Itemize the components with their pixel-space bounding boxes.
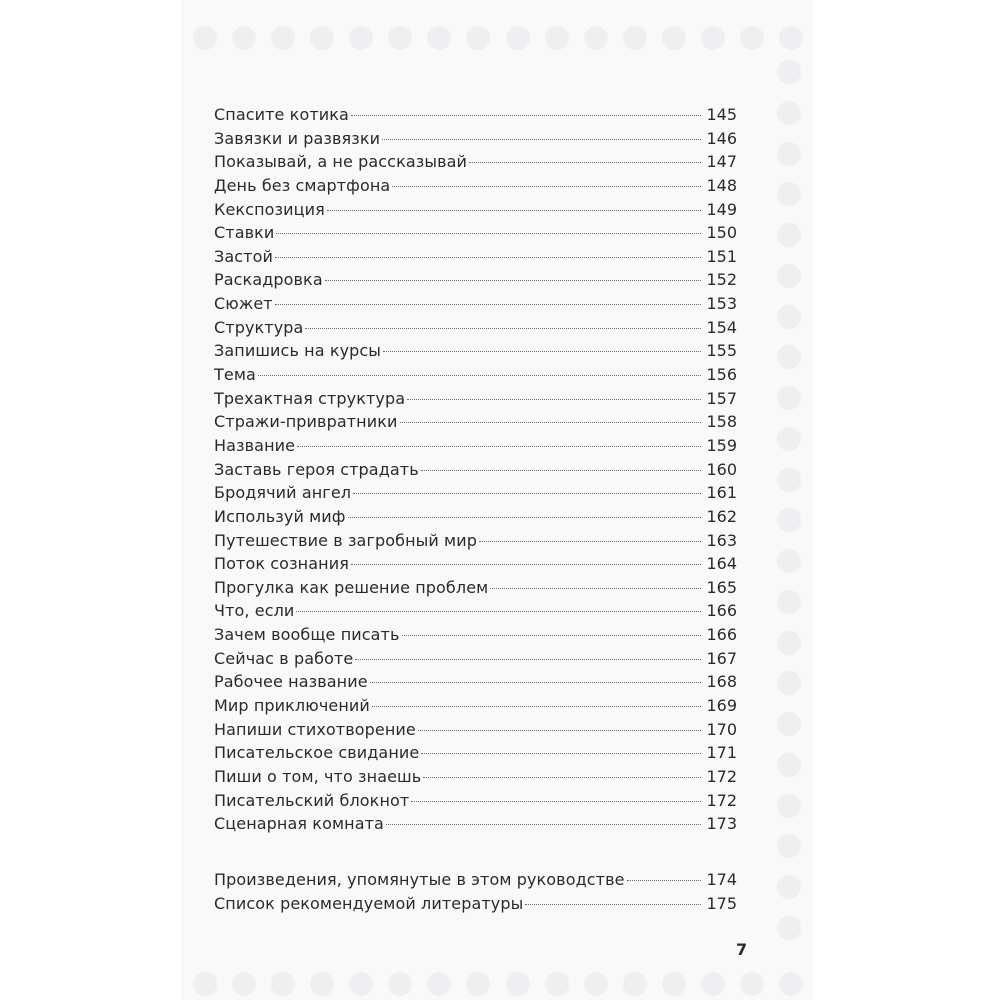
ornament-dot [740,26,764,50]
side-ornament-border [777,60,805,940]
toc-dot-leader [469,162,701,163]
toc-entry [214,741,737,765]
toc-entry [214,150,737,174]
ornament-dot [777,345,801,369]
toc-dot-leader [382,139,701,140]
toc-entry [214,868,737,892]
toc-dot-leader [351,564,701,565]
ornament-dot [777,753,801,777]
toc-dot-leader [351,115,701,116]
toc-entry-page: 166 [706,601,737,621]
toc-entry-page: 171 [706,743,737,763]
ornament-dot [777,508,801,532]
toc-entry-title: Застой [214,246,273,266]
toc-entry-title: Трехактная структура [214,388,406,408]
toc-dot-leader [370,682,701,683]
top-ornament-border [193,26,803,54]
toc-entry [214,718,737,742]
toc-entry [214,892,737,916]
toc-entry [214,316,737,340]
toc-dot-leader [348,517,701,518]
toc-entry [214,789,737,813]
ornament-dot [777,671,801,695]
ornament-dot [777,264,801,288]
ornament-dot [777,590,801,614]
ornament-dot [310,26,334,50]
toc-entry-page: 155 [706,341,737,361]
ornament-dot [388,972,412,996]
toc-dot-leader [386,824,701,825]
toc-entry-title: Ставки [214,223,275,243]
toc-entry-title: Кекспозиция [214,199,325,219]
toc-entry [214,623,737,647]
toc-entry-title: Мир приключений [214,696,370,716]
toc-dot-leader [392,186,701,187]
toc-entry-page: 149 [706,199,737,219]
toc-entry [214,245,737,269]
toc-entry-title: Путешествие в загробный мир [214,530,477,550]
toc-entry-page: 161 [706,483,737,503]
toc-entry-title: Запишись на курсы [214,341,382,361]
toc-entry-page: 151 [706,246,737,266]
toc-dot-leader [411,801,701,802]
ornament-dot [584,972,608,996]
ornament-dot [466,972,490,996]
ornament-dot [271,26,295,50]
ornament-dot [232,972,256,996]
toc-entry-page: 153 [706,294,737,314]
toc-main-list [214,103,737,836]
ornament-dot [777,427,801,451]
toc-entry-page: 169 [706,696,737,716]
toc-entry-title: Используй миф [214,506,346,526]
toc-dot-leader [423,777,701,778]
toc-dot-leader [407,399,701,400]
toc-entry-page: 160 [706,459,737,479]
toc-entry-title: Название [214,435,296,455]
ornament-dot [427,972,451,996]
toc-entry [214,127,737,151]
toc-dot-leader [258,375,701,376]
toc-entry-title: Поток сознания [214,554,349,574]
ornament-dot [777,182,801,206]
ornament-dot [777,223,801,247]
toc-entry [214,670,737,694]
book-page [183,0,813,1000]
toc-dot-leader [325,280,701,281]
toc-dot-leader [402,635,701,636]
ornament-dot [545,26,569,50]
toc-entry-title: Сценарная комната [214,814,384,834]
toc-entry-page: 175 [706,893,737,913]
toc-entry-title: Заставь героя страдать [214,459,419,479]
ornament-dot [388,26,412,50]
toc-entry [214,198,737,222]
toc-entry-page: 159 [706,435,737,455]
toc-entry-title: Список рекомендуемой литературы [214,893,524,913]
toc-dot-leader [400,422,702,423]
toc-entry [214,268,737,292]
toc-dot-leader [383,351,701,352]
toc-entry-page: 148 [706,175,737,195]
toc-entry-title: Писательский блокнот [214,790,410,810]
toc-entry-title: Стражи-привратники [214,412,398,432]
toc-dot-leader [372,706,701,707]
toc-entry-title: Спасите котика [214,105,349,124]
ornament-dot [193,972,217,996]
toc-dot-leader [627,880,701,881]
ornament-dot [740,972,764,996]
toc-entry-page: 152 [706,270,737,290]
toc-dot-leader [296,611,701,612]
ornament-dot [777,142,801,166]
toc-entry [214,576,737,600]
toc-entry-title: Сейчас в работе [214,648,354,668]
toc-dot-leader [418,730,701,731]
toc-entry [214,363,737,387]
ornament-dot [662,972,686,996]
toc-dot-leader [421,753,701,754]
toc-dot-leader [525,904,701,905]
toc-entry-page: 163 [706,530,737,550]
bottom-ornament-border [193,972,803,1000]
ornament-dot [777,875,801,899]
ornament-dot [701,26,725,50]
toc-entry [214,552,737,576]
ornament-dot [777,794,801,818]
toc-section-gap [214,836,737,868]
toc-entry-page: 150 [706,223,737,243]
ornament-dot [349,972,373,996]
toc-dot-leader [479,541,701,542]
ornament-dot [506,26,530,50]
toc-entry-page: 154 [706,317,737,337]
toc-entry [214,647,737,671]
toc-entry-page: 170 [706,719,737,739]
toc-appendix-list [214,868,737,915]
ornament-dot [506,972,530,996]
toc-entry-title: День без смартфона [214,175,391,195]
toc-entry [214,599,737,623]
ornament-dot [349,26,373,50]
toc-entry-title: Прогулка как решение проблем [214,577,489,597]
ornament-dot [777,386,801,410]
ornament-dot [193,26,217,50]
toc-entry [214,812,737,836]
toc-entry [214,174,737,198]
ornament-dot [310,972,334,996]
toc-entry-page: 158 [706,412,737,432]
toc-entry-title: Показывай, а не рассказывай [214,152,468,172]
ornament-dot [662,26,686,50]
toc-entry-page: 145 [706,105,737,124]
toc-entry [214,458,737,482]
ornament-dot [777,549,801,573]
ornament-dot [777,631,801,655]
ornament-dot [623,972,647,996]
toc-entry-title: Напиши стихотворение [214,719,416,739]
toc-entry-page: 168 [706,672,737,692]
toc-entry-page: 146 [706,128,737,148]
toc-dot-leader [421,470,701,471]
toc-entry-title: Бродячий ангел [214,483,352,503]
ornament-dot [584,26,608,50]
toc-dot-leader [305,328,701,329]
toc-dot-leader [355,659,701,660]
toc-entry [214,103,737,127]
toc-entry-page: 164 [706,554,737,574]
ornament-dot [232,26,256,50]
toc-entry [214,292,737,316]
toc-entry-page: 147 [706,152,737,172]
ornament-dot [777,101,801,125]
toc-entry-title: Рабочее название [214,672,368,692]
toc-entry-page: 162 [706,506,737,526]
ornament-dot [545,972,569,996]
ornament-dot [271,972,295,996]
ornament-dot [777,468,801,492]
toc-dot-leader [327,210,701,211]
toc-entry-title: Писательское свидание [214,743,420,763]
toc-entry-page: 172 [706,766,737,786]
toc-entry-title: Что, если [214,601,295,621]
toc-dot-leader [275,257,701,258]
toc-entry-page: 173 [706,814,737,834]
toc-entry [214,505,737,529]
toc-entry-page: 157 [706,388,737,408]
toc-entry-page: 167 [706,648,737,668]
toc-entry-title: Произведения, упомянутые в этом руководстве [214,869,625,889]
toc-entry [214,694,737,718]
toc-entry-page: 165 [706,577,737,597]
toc-dot-leader [353,493,701,494]
toc-entry-page: 174 [706,869,737,889]
ornament-dot [779,26,803,50]
ornament-dot [466,26,490,50]
page-number: 7 [736,940,748,959]
toc-entry [214,434,737,458]
toc-dot-leader [490,588,701,589]
ornament-dot [623,26,647,50]
toc-dot-leader [275,304,701,305]
ornament-dot [777,60,801,84]
toc-entry-title: Структура [214,317,304,337]
ornament-dot [777,834,801,858]
toc-entry [214,529,737,553]
ornament-dot [777,712,801,736]
toc-entry-title: Пиши о том, что знаешь [214,766,422,786]
toc-entry [214,221,737,245]
toc-entry-title: Завязки и развязки [214,128,381,148]
toc-entry-title: Тема [214,365,256,385]
toc-entry [214,765,737,789]
ornament-dot [427,26,451,50]
toc-entry-title: Сюжет [214,294,273,314]
ornament-dot [701,972,725,996]
toc-dot-leader [276,233,701,234]
toc-entry-page: 156 [706,365,737,385]
toc-entry-title: Зачем вообще писать [214,625,400,645]
toc-entry [214,481,737,505]
toc-entry-page: 172 [706,790,737,810]
toc-entry [214,339,737,363]
ornament-dot [777,305,801,329]
ornament-dot [779,972,803,996]
ornament-dot [777,916,801,940]
toc-entry [214,387,737,411]
toc-dot-leader [297,446,701,447]
toc-entry [214,410,737,434]
table-of-contents [214,103,737,915]
toc-entry-title: Раскадровка [214,270,323,290]
toc-entry-page: 166 [706,625,737,645]
